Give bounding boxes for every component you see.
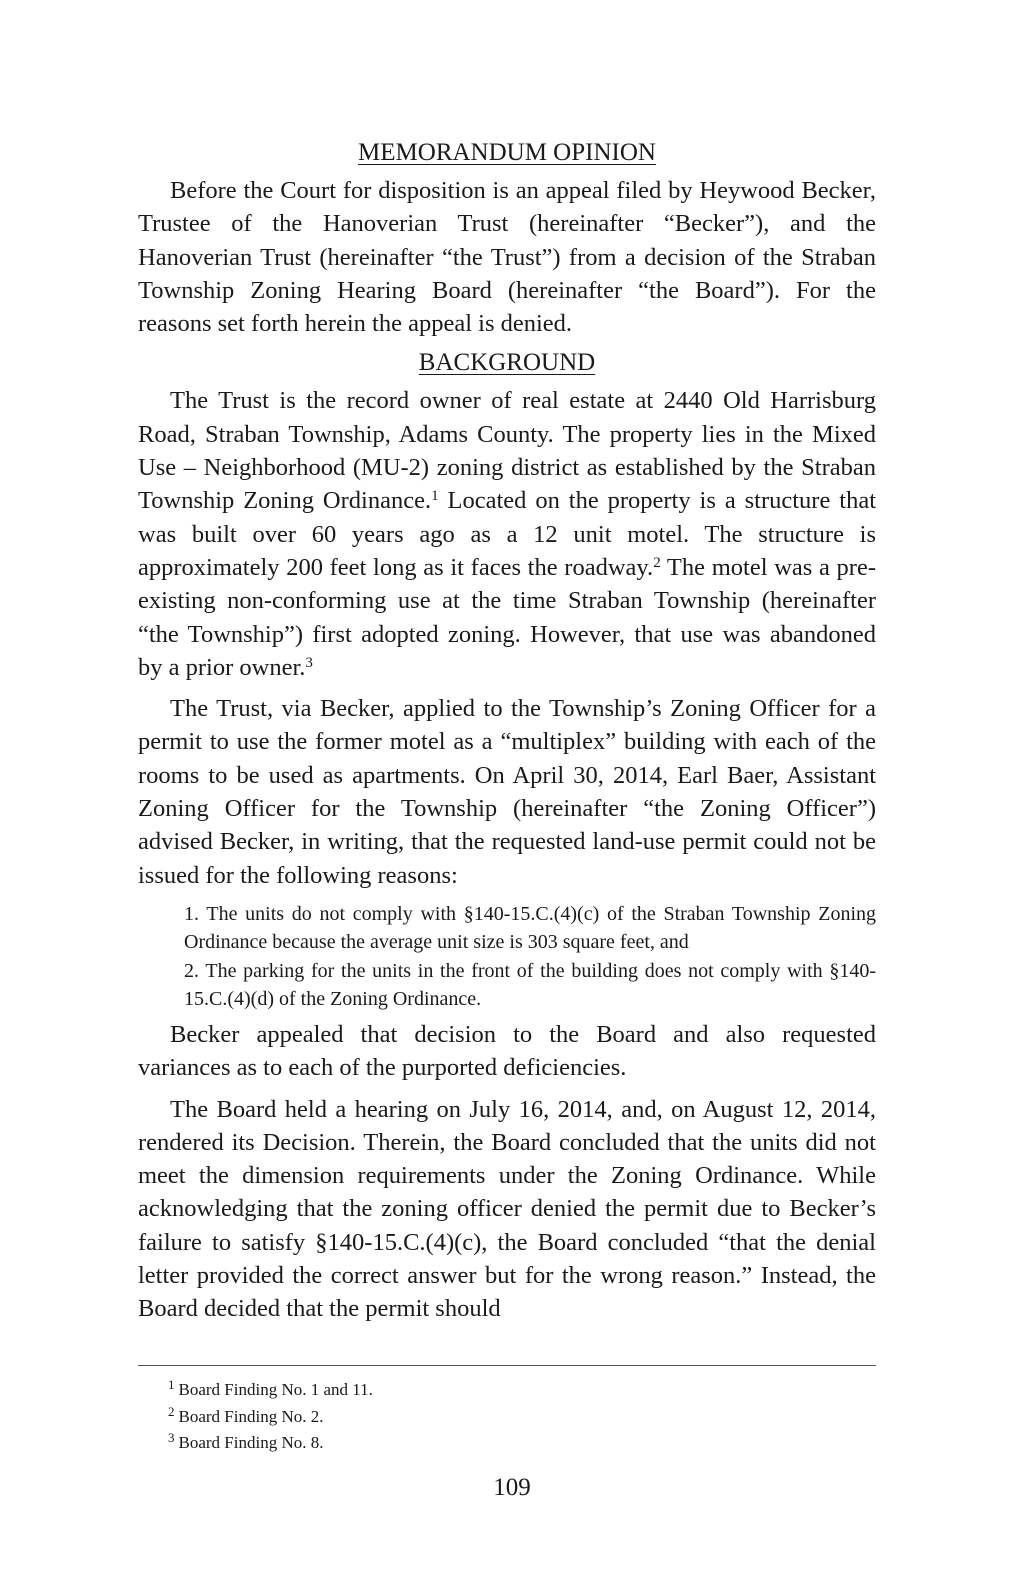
footnote-ref-1: 1 — [431, 488, 439, 505]
footnote-2-text: Board Finding No. 2. — [178, 1406, 324, 1426]
paragraph-intro: Before the Court for disposition is an appeal filed by Heywood Becker, Trustee of the Hanoverian Trust (hereinafter “Becker”), and the Hanoverian Trust (hereinafter “the Trust”) from a decision of the Straban Township Zoning Hearing Board (hereinafter “the Board”). For the reasons set forth herein the appeal is denied. — [138, 177, 876, 338]
paragraph-property-text-1: The Trust is the record owner of real estate at 2440 Old Harrisburg Road, Straban Township, Adams County. The property lies in the Mixed Use – Neighborhood (MU-2) zoning district as established by the Straban Township Zoning Ordinance. — [138, 387, 876, 515]
denial-reasons-list — [184, 900, 876, 1014]
footnote-ref-2: 2 — [653, 554, 661, 571]
paragraph-board-decision: The Board held a hearing on July 16, 2014, and, on August 12, 2014, rendered its Decision. Therein, the Board concluded that the units did not meet the dimension requirements under the Zoning Ordinance. While acknowledging that the zoning officer denied the permit due to Becker’s failure to satisfy §140-15.C.(4)(c), the Board concluded “that the denial letter provided the correct answer but for the wrong reason.” Instead, the Board decided that the permit should — [138, 1095, 876, 1323]
paragraph-property-text-3: The motel was a pre-existing non-conforming use at the time Straban Township (hereinafter “the Township”) first adopted zoning. However, that use was abandoned by a prior owner. — [138, 553, 876, 681]
denial-reason-2: 2. The parking for the units in the front of the building does not comply with §140-15.C.(4)(d) of the Zoning Ordinance. — [184, 959, 876, 1011]
footnote-ref-3: 3 — [305, 654, 313, 671]
page-number: 109 — [493, 1474, 531, 1501]
paragraph-property — [138, 384, 876, 684]
footnote-2-number: 2 — [168, 1403, 175, 1419]
footnote-1 — [168, 1377, 876, 1404]
background-heading: BACKGROUND — [418, 349, 596, 377]
footnote-3-number: 3 — [168, 1430, 175, 1445]
footnote-1-number: 1 — [168, 1377, 175, 1392]
footnote-3-text: Board Finding No. 8. — [178, 1433, 324, 1452]
denial-reason-1: 1. The units do not comply with §140-15.C.(4)(c) of the Straban Township Zoning Ordinance because the average unit size is 303 square feet, and — [184, 902, 876, 954]
footnote-3 — [168, 1430, 876, 1457]
memorandum-heading: MEMORANDUM OPINION — [358, 139, 656, 166]
paragraph-property-text-2: Located on the property is a structure that was built over 60 years ago as a 12 unit motel. The structure is approximately 200 feet long as it faces the roadway. — [138, 487, 876, 581]
footnote-2 — [168, 1404, 876, 1431]
footnotes — [168, 1377, 876, 1457]
footnote-1-text: Board Finding No. 1 and 11. — [178, 1380, 373, 1399]
paragraph-appeal: Becker appealed that decision to the Board and also requested variances as to each of the purported deficiencies. — [138, 1020, 876, 1082]
footnote-divider — [138, 1365, 876, 1366]
paragraph-permit-application: The Trust, via Becker, applied to the Township’s Zoning Officer for a permit to use the former motel as a “multiplex” building with each of the rooms to be used as apartments. On April 30, 2014, Earl Baer, Assistant Zoning Officer for the Township (hereinafter “the Zoning Officer”) advised Becker, in writing, that the requested land-use permit could not be issued for the following reasons: — [138, 695, 876, 889]
